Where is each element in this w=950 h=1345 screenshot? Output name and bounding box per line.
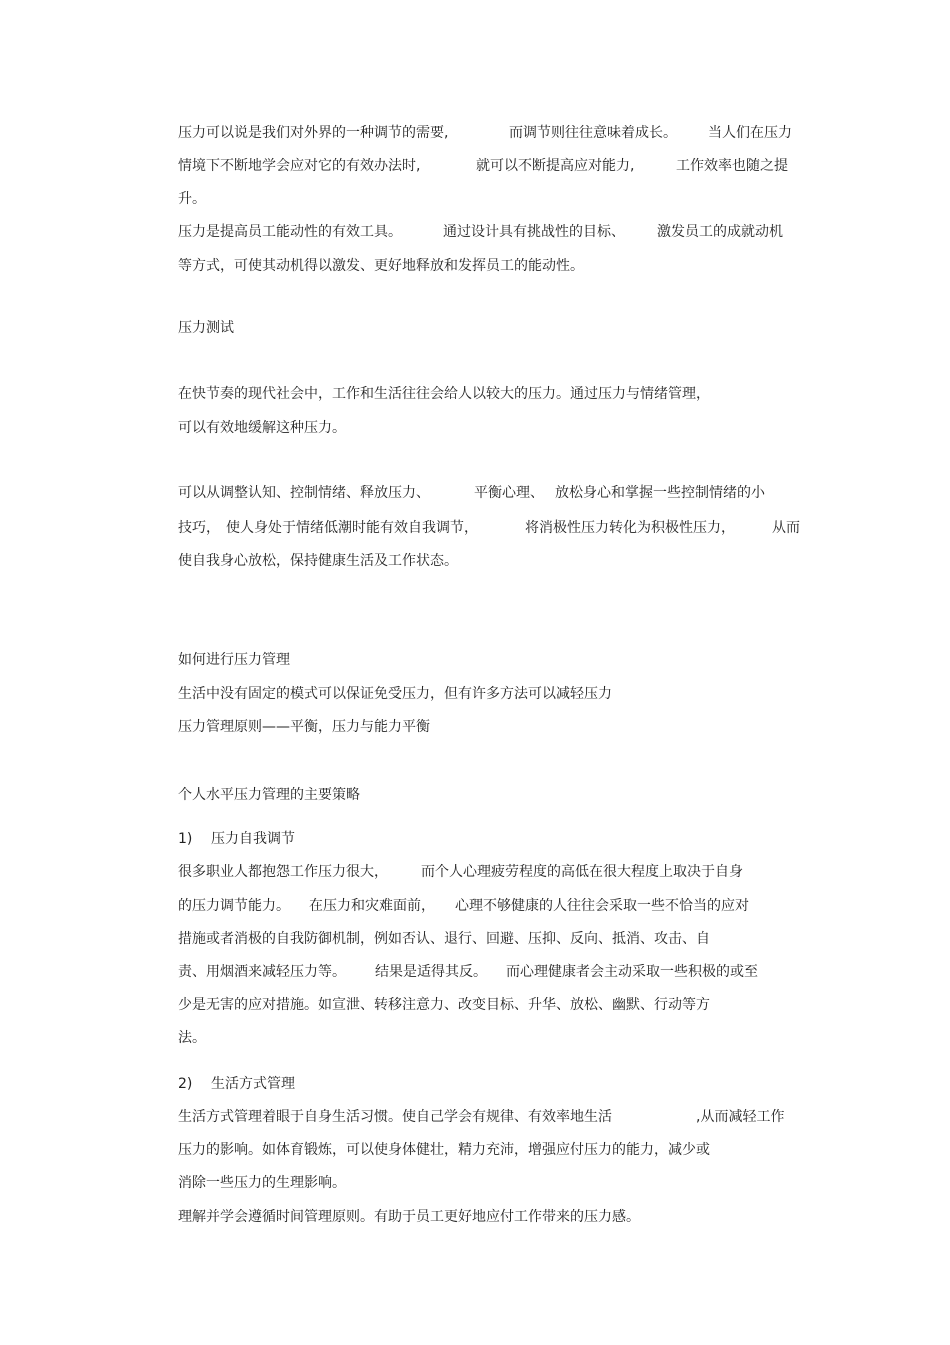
text-segment: 可以从调整认知、控制情绪、释放压力、 bbox=[178, 485, 430, 501]
text-segment: 情境下不断地学会应对它的有效办法时, bbox=[178, 158, 421, 174]
paragraph-line bbox=[178, 863, 388, 881]
paragraph-line: 使自我身心放松，保持健康生活及工作状态。 bbox=[178, 553, 458, 569]
list-item-title: 压力自我调节 bbox=[211, 831, 295, 847]
list-item-number: 1) bbox=[178, 831, 193, 847]
paragraph-line: 等方式，可使其动机得以激发、更好地释放和发挥员工的能动性。 bbox=[178, 258, 584, 274]
text-segment: 将消极性压力转化为积极性压力， bbox=[525, 520, 735, 536]
text-segment: 激发员工的成就动机 bbox=[657, 224, 783, 240]
paragraph-line: 理解并学会遵循时间管理原则。有助于员工更好地应付工作带来的压力感。 bbox=[178, 1209, 640, 1225]
paragraph-line: 措施或者消极的自我防御机制，例如否认、退行、回避、压抑、反向、抵消、攻击、自 bbox=[178, 931, 710, 947]
text-segment: 通过设计具有挑战性的目标、 bbox=[443, 224, 625, 240]
text-segment: 当人们在压力 bbox=[708, 125, 792, 141]
paragraph-line: 升。 bbox=[178, 191, 206, 207]
text-segment: 的压力调节能力。 bbox=[178, 898, 290, 914]
text-segment: 生活方式管理着眼于自身生活习惯。使自己学会有规律、有效率地生活 bbox=[178, 1109, 612, 1125]
paragraph-line: 压力的影响。如体育锻炼，可以使身体健壮，精力充沛，增强应付压力的能力，减少或 bbox=[178, 1142, 710, 1158]
paragraph-line bbox=[178, 519, 220, 537]
paragraph-line bbox=[178, 484, 430, 502]
text-segment: 使人身处于情绪低潮时能有效自我调节， bbox=[226, 520, 478, 536]
text-segment: 工作效率也随之提 bbox=[676, 158, 788, 174]
text-segment: 压力可以说是我们对外界的一种调节的需要, bbox=[178, 125, 449, 141]
paragraph-line bbox=[178, 157, 420, 175]
section-heading-personal-strategies: 个人水平压力管理的主要策略 bbox=[178, 787, 360, 803]
text-segment: 很多职业人都抱怨工作压力很大， bbox=[178, 864, 388, 880]
paragraph-line bbox=[178, 897, 290, 915]
paragraph-line bbox=[178, 963, 346, 981]
paragraph-line bbox=[178, 223, 402, 241]
text-segment: 责、用烟酒来减轻压力等。 bbox=[178, 964, 346, 980]
text-segment: 从而 bbox=[772, 520, 800, 536]
list-item-title: 生活方式管理 bbox=[211, 1076, 295, 1092]
text-segment: 技巧， bbox=[178, 520, 220, 536]
text-segment: 放松身心和掌握一些控制情绪的小 bbox=[555, 485, 765, 501]
paragraph-line: 生活中没有固定的模式可以保证免受压力，但有许多方法可以减轻压力 bbox=[178, 686, 612, 702]
text-segment: ,从而减轻工作 bbox=[696, 1109, 785, 1125]
text-segment: 而心理健康者会主动采取一些积极的或至 bbox=[506, 964, 758, 980]
paragraph-line: 消除一些压力的生理影响。 bbox=[178, 1175, 346, 1191]
text-segment: 而个人心理疲劳程度的高低在很大程度上取决于自身 bbox=[421, 864, 743, 880]
paragraph-line bbox=[178, 124, 448, 142]
paragraph-line bbox=[178, 1108, 612, 1126]
paragraph-line: 在快节奏的现代社会中，工作和生活往往会给人以较大的压力。通过压力与情绪管理， bbox=[178, 386, 710, 402]
paragraph-line: 可以有效地缓解这种压力。 bbox=[178, 420, 346, 436]
paragraph-line: 法。 bbox=[178, 1030, 206, 1046]
section-heading-how-to-manage: 如何进行压力管理 bbox=[178, 652, 290, 668]
text-segment: 心理不够健康的人往往会采取一些不恰当的应对 bbox=[455, 898, 749, 914]
text-segment: 就可以不断提高应对能力, bbox=[476, 158, 635, 174]
text-segment: 而调节则往往意味着成长。 bbox=[509, 125, 677, 141]
text-segment: 压力是提高员工能动性的有效工具。 bbox=[178, 224, 402, 240]
list-item-number: 2) bbox=[178, 1076, 193, 1092]
text-segment: 结果是适得其反。 bbox=[375, 964, 487, 980]
text-segment: 平衡心理、 bbox=[474, 485, 544, 501]
section-heading-stress-test: 压力测试 bbox=[178, 320, 234, 336]
paragraph-line: 少是无害的应对措施。如宣泄、转移注意力、改变目标、升华、放松、幽默、行动等方 bbox=[178, 997, 710, 1013]
paragraph-line: 压力管理原则——平衡，压力与能力平衡 bbox=[178, 719, 430, 735]
text-segment: 在压力和灾难面前， bbox=[309, 898, 435, 914]
